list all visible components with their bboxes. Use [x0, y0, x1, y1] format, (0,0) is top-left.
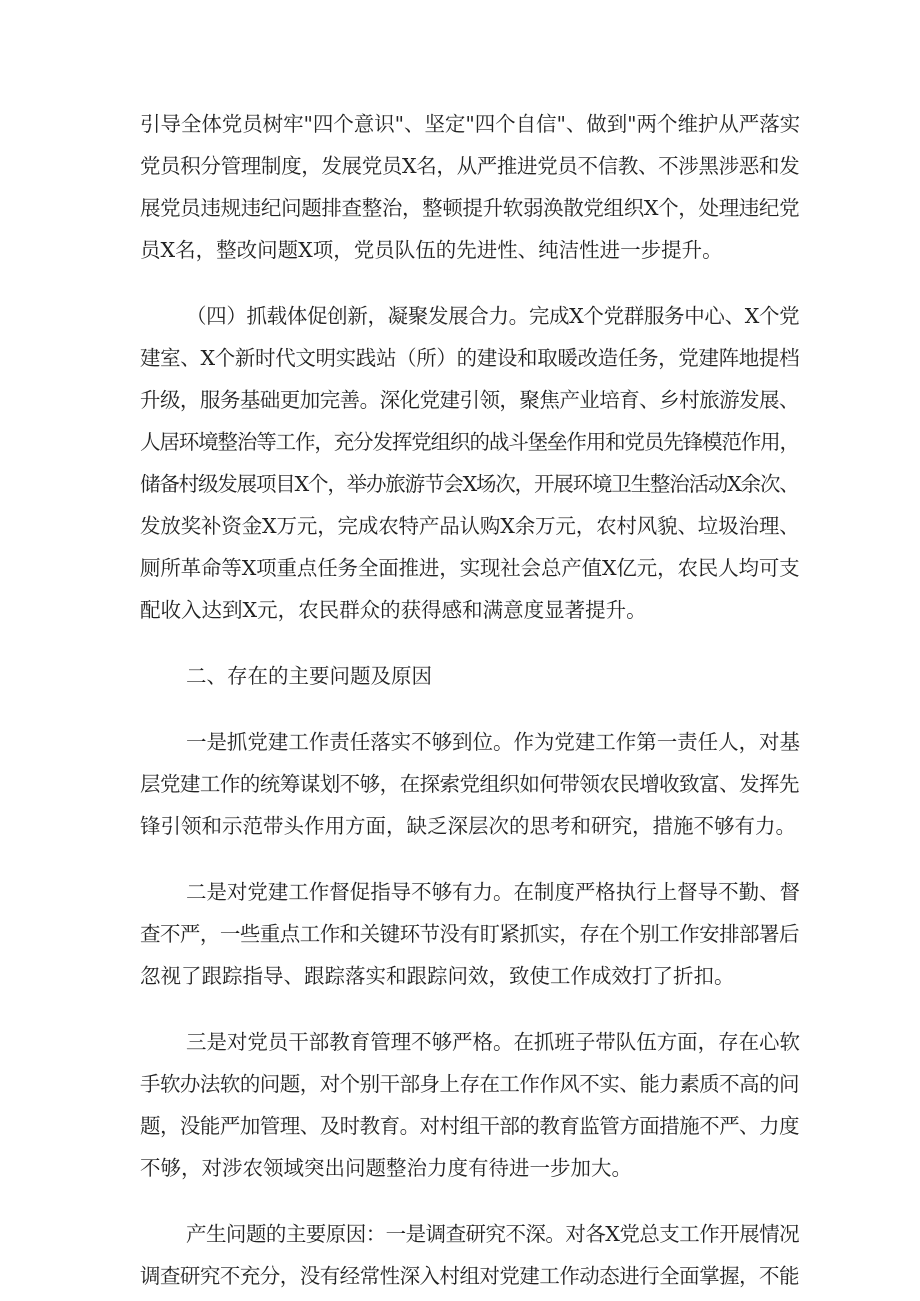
paragraph-1-line-4: 员X名，整改问题X项，党员队伍的先进性、纯洁性进一步提升。 — [140, 238, 723, 262]
paragraph-2-line-1: （四）抓载体促创新，凝聚发展合力。完成X个党群服务中心、X个党 — [186, 304, 800, 328]
section-heading: 二、存在的主要问题及原因 — [186, 664, 432, 688]
paragraph-1-line-1: 引导全体党员树牢"四个意识"、坚定"四个自信"、做到"两个维护从严落实 — [140, 112, 801, 136]
paragraph-2-line-6: 发放奖补资金X万元，完成农特产品认购X余万元，农村风貌、垃圾治理、 — [140, 514, 800, 538]
paragraph-6-line-3: 题，没能严加管理、及时教育。对村组干部的教育监管方面措施不严、力度 — [140, 1114, 799, 1138]
paragraph-2-line-7: 厕所革命等X项重点任务全面推进，实现社会总产值X亿元，农民人均可支 — [140, 556, 800, 580]
paragraph-2-line-3: 升级，服务基础更加完善。深化党建引领，聚焦产业培育、乡村旅游发展、 — [140, 388, 799, 412]
paragraph-1-line-2: 党员积分管理制度，发展党员X名，从严推进党员不信教、不涉黑涉恶和发 — [140, 154, 800, 178]
paragraph-2-line-2: 建室、X个新时代文明实践站（所）的建设和取暖改造任务，党建阵地提档 — [140, 346, 800, 370]
paragraph-7-line-2: 调查研究不充分，没有经常性深入村组对党建工作动态进行全面掌握，不能 — [140, 1264, 799, 1288]
paragraph-4-line-1: 一是抓党建工作责任落实不够到位。作为党建工作第一责任人，对基 — [186, 730, 800, 754]
paragraph-5-line-2: 查不严，一些重点工作和关键环节没有盯紧抓实，存在个别工作安排部署后 — [140, 922, 799, 946]
paragraph-6-line-4: 不够，对涉农领域突出问题整治力度有待进一步加大。 — [140, 1156, 632, 1180]
paragraph-7-line-1: 产生问题的主要原因：一是调查研究不深。对各X党总支工作开展情况 — [186, 1222, 800, 1246]
paragraph-2-line-4: 人居环境整治等工作，充分发挥党组织的战斗堡垒作用和党员先锋模范作用， — [140, 430, 799, 454]
paragraph-5-line-3: 忽视了跟踪指导、跟踪落实和跟踪问效，致使工作成效打了折扣。 — [140, 964, 735, 988]
paragraph-6-line-1: 三是对党员干部教育管理不够严格。在抓班子带队伍方面，存在心软 — [186, 1030, 800, 1054]
paragraph-4-line-3: 锋引领和示范带头作用方面，缺乏深层次的思考和研究，措施不够有力。 — [140, 814, 796, 838]
paragraph-2-line-8: 配收入达到X元，农民群众的获得感和满意度显著提升。 — [140, 598, 647, 622]
paragraph-5-line-1: 二是对党建工作督促指导不够有力。在制度严格执行上督导不勤、督 — [186, 880, 800, 904]
paragraph-2-line-5: 储备村级发展项目X个，举办旅游节会X场次，开展环境卫生整治活动X余次、 — [140, 472, 799, 496]
paragraph-1-line-3: 展党员违规违纪问题排查整治，整顿提升软弱涣散党组织X个，处理违纪党 — [140, 196, 800, 220]
paragraph-6-line-2: 手软办法软的问题，对个别干部身上存在工作作风不实、能力素质不高的问 — [140, 1072, 799, 1096]
paragraph-4-line-2: 层党建工作的统筹谋划不够，在探索党组织如何带领农民增收致富、发挥先 — [140, 772, 799, 796]
